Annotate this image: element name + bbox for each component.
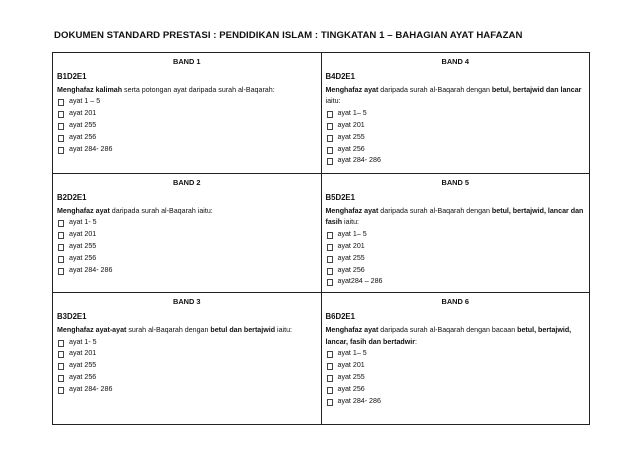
description-segment: kalimah bbox=[95, 85, 123, 94]
verse-label: ayat 256 bbox=[69, 372, 97, 381]
verse-label: ayat 256 bbox=[337, 384, 365, 393]
band-heading: BAND 4 bbox=[441, 57, 469, 66]
band-code: B3D2E1 bbox=[57, 311, 87, 321]
verse-list bbox=[326, 229, 586, 288]
band-code: B4D2E1 bbox=[325, 71, 355, 81]
bullet-box-icon bbox=[327, 123, 333, 130]
bullet-box-icon bbox=[327, 256, 333, 263]
verse-label: ayat 1- 5 bbox=[69, 218, 97, 227]
verse-label: ayat 284- 286 bbox=[69, 265, 113, 274]
bullet-box-icon bbox=[327, 268, 333, 275]
list-item bbox=[57, 132, 317, 144]
band-table bbox=[52, 52, 590, 425]
list-item bbox=[326, 372, 586, 384]
verse-label: ayat 1- 5 bbox=[69, 337, 97, 346]
description-segment: betul, bertajwid, lancar, fasih dan bertadwir bbox=[325, 325, 572, 346]
bullet-box-icon bbox=[58, 147, 64, 154]
list-item bbox=[326, 348, 586, 360]
list-item bbox=[326, 265, 586, 277]
bullet-box-icon bbox=[327, 279, 333, 286]
list-item bbox=[57, 120, 317, 132]
document-title: DOKUMEN STANDARD PRESTASI : PENDIDIKAN ISLAM : TINGKATAN 1 – BAHAGIAN AYAT HAFAZAN bbox=[54, 30, 523, 41]
band-heading: BAND 5 bbox=[441, 178, 469, 187]
verse-label: ayat 1– 5 bbox=[337, 349, 367, 358]
description-segment: Menghafaz ayat-ayat bbox=[57, 325, 127, 334]
verse-label: ayat 201 bbox=[69, 349, 97, 358]
band-heading: BAND 3 bbox=[172, 297, 201, 307]
band-code: B6D2E1 bbox=[325, 311, 355, 321]
bullet-box-icon bbox=[58, 363, 64, 370]
bullet-box-icon bbox=[58, 232, 64, 239]
verse-label: ayat 255 bbox=[69, 361, 97, 370]
bullet-box-icon bbox=[58, 375, 64, 382]
verse-label: ayat 1– 5 bbox=[337, 109, 367, 118]
verse-label: ayat 256 bbox=[69, 132, 97, 141]
verse-label: ayat 255 bbox=[337, 132, 365, 141]
list-item bbox=[57, 108, 317, 120]
list-item bbox=[57, 348, 317, 360]
description-segment: Menghafaz ayat bbox=[325, 325, 379, 334]
band-heading: BAND 1 bbox=[172, 57, 201, 66]
band-cell bbox=[53, 53, 322, 174]
description-segment: daripada surah al-Baqarah dengan bbox=[378, 85, 492, 94]
table-row bbox=[53, 174, 590, 293]
bullet-box-icon bbox=[58, 111, 64, 118]
band-cell bbox=[321, 53, 590, 174]
list-item bbox=[57, 384, 317, 396]
bullet-box-icon bbox=[58, 123, 64, 130]
verse-label: ayat 201 bbox=[337, 120, 365, 129]
bullet-box-icon bbox=[58, 351, 64, 358]
description-segment: iaitu: bbox=[275, 325, 293, 334]
list-item bbox=[326, 108, 586, 120]
list-item bbox=[326, 241, 586, 253]
description-segment: iaitu: bbox=[342, 218, 360, 227]
bullet-box-icon bbox=[58, 256, 64, 263]
bullet-box-icon bbox=[327, 351, 333, 358]
bullet-box-icon bbox=[58, 268, 64, 275]
description-segment: daripada surah al-Baqarah iaitu: bbox=[109, 206, 213, 215]
description-segment: betul, bertajwid, lancar dan fasih bbox=[325, 206, 584, 227]
table-row bbox=[53, 53, 590, 174]
bullet-box-icon bbox=[327, 232, 333, 239]
description-segment: Menghafaz bbox=[57, 85, 96, 94]
description-segment: Menghafaz ayat bbox=[57, 206, 110, 215]
bullet-box-icon bbox=[327, 111, 333, 118]
band-code: B2D2E1 bbox=[57, 192, 87, 202]
verse-list bbox=[57, 96, 317, 155]
table-row bbox=[53, 293, 590, 425]
description-segment: : bbox=[415, 337, 417, 346]
verse-label: ayat 256 bbox=[69, 253, 97, 262]
list-item bbox=[57, 144, 317, 156]
band-cell bbox=[321, 174, 590, 293]
band-cell bbox=[321, 293, 590, 425]
bullet-box-icon bbox=[327, 244, 333, 251]
bullet-box-icon bbox=[327, 147, 333, 154]
list-item bbox=[57, 253, 317, 265]
verse-label: ayat 284- 286 bbox=[69, 384, 113, 393]
bullet-box-icon bbox=[58, 99, 64, 106]
band-description bbox=[57, 85, 317, 97]
list-item bbox=[57, 229, 317, 241]
list-item bbox=[326, 396, 586, 408]
list-item bbox=[326, 229, 586, 241]
list-item bbox=[326, 120, 586, 132]
band-description bbox=[57, 325, 317, 337]
verse-label: ayat 284- 286 bbox=[69, 144, 113, 153]
verse-label: ayat 201 bbox=[337, 241, 365, 250]
band-cell bbox=[53, 293, 322, 425]
verse-label: ayat 1– 5 bbox=[337, 230, 367, 239]
list-item bbox=[57, 372, 317, 384]
verse-list bbox=[326, 108, 586, 167]
description-segment: Menghafaz ayat bbox=[325, 206, 379, 215]
list-item bbox=[326, 360, 586, 372]
bullet-box-icon bbox=[327, 375, 333, 382]
band-cell bbox=[53, 174, 322, 293]
verse-label: ayat 1 – 5 bbox=[69, 97, 101, 106]
list-item bbox=[326, 384, 586, 396]
list-item bbox=[326, 132, 586, 144]
verse-list bbox=[326, 348, 586, 407]
verse-label: ayat 256 bbox=[337, 265, 365, 274]
verse-label: ayat 255 bbox=[337, 372, 365, 381]
bullet-box-icon bbox=[58, 387, 64, 394]
verse-label: ayat 255 bbox=[69, 241, 97, 250]
list-item bbox=[57, 96, 317, 108]
verse-label: ayat 201 bbox=[337, 361, 365, 370]
list-item bbox=[57, 217, 317, 229]
band-heading: BAND 6 bbox=[441, 297, 469, 307]
band-description bbox=[326, 325, 586, 349]
verse-label: ayat 284- 286 bbox=[337, 396, 381, 405]
verse-label: ayat 201 bbox=[69, 230, 97, 239]
description-segment: serta potongan ayat daripada surah al-Baqarah: bbox=[122, 85, 275, 94]
description-segment: betul dan bertajwid bbox=[210, 325, 276, 334]
bullet-box-icon bbox=[327, 135, 333, 142]
list-item bbox=[57, 360, 317, 372]
band-description bbox=[326, 206, 586, 230]
bullet-box-icon bbox=[327, 363, 333, 370]
bullet-box-icon bbox=[327, 158, 333, 165]
verse-list bbox=[57, 337, 317, 396]
band-heading: BAND 2 bbox=[172, 178, 201, 187]
verse-list bbox=[57, 217, 317, 276]
verse-label: ayat 255 bbox=[69, 120, 97, 129]
bullet-box-icon bbox=[58, 340, 64, 347]
list-item bbox=[326, 144, 586, 156]
verse-label: ayat 201 bbox=[69, 109, 97, 118]
list-item bbox=[326, 253, 586, 265]
band-description bbox=[57, 206, 317, 218]
description-segment: daripada surah al-Baqarah dengan bacaan bbox=[378, 325, 518, 334]
band-code: B5D2E1 bbox=[325, 192, 355, 202]
description-segment: surah al-Baqarah dengan bbox=[126, 325, 211, 334]
list-item bbox=[326, 155, 586, 167]
bullet-box-icon bbox=[327, 399, 333, 406]
bullet-box-icon bbox=[58, 135, 64, 142]
band-code: B1D2E1 bbox=[57, 71, 87, 81]
list-item bbox=[57, 265, 317, 277]
description-segment: Menghafaz ayat bbox=[325, 85, 379, 94]
verse-label: ayat 256 bbox=[337, 144, 365, 153]
list-item bbox=[326, 276, 586, 288]
verse-label: ayat 284- 286 bbox=[337, 156, 381, 165]
description-segment: daripada surah al-Baqarah dengan bbox=[378, 206, 492, 215]
bullet-box-icon bbox=[58, 220, 64, 227]
verse-label: ayat284 – 286 bbox=[337, 277, 383, 286]
description-segment: betul, bertajwid dan lancar bbox=[491, 85, 582, 94]
description-segment: iaitu: bbox=[325, 97, 341, 106]
band-description bbox=[326, 85, 586, 109]
bullet-box-icon bbox=[327, 387, 333, 394]
bullet-box-icon bbox=[58, 244, 64, 251]
verse-label: ayat 255 bbox=[337, 253, 365, 262]
list-item bbox=[57, 241, 317, 253]
list-item bbox=[57, 337, 317, 349]
